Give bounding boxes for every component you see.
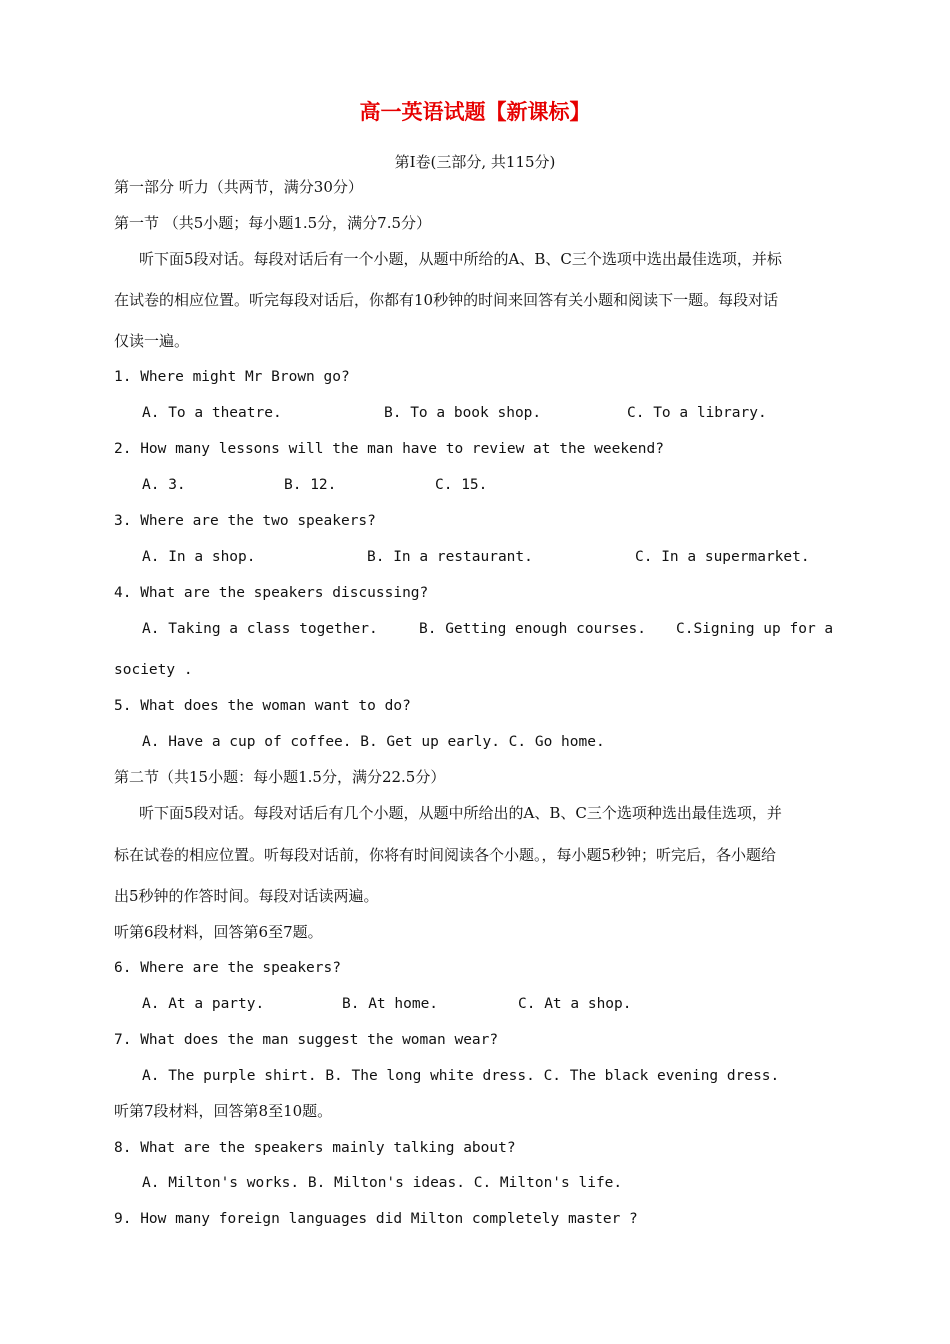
- section1-heading: 第一节 （共5小题；每小题1.5分，满分7.5分）: [114, 214, 432, 232]
- question-5: 5. What does the woman want to do?: [114, 698, 411, 714]
- option-c: C. In a supermarket.: [635, 549, 810, 565]
- section1-instruction-line: 在试卷的相应位置。听完每段对话后，你都有10秒钟的时间来回答有关小题和阅读下一题。每段对话: [114, 291, 779, 309]
- question-7: 7. What does the man suggest the woman wear?: [114, 1032, 499, 1048]
- question-9: 9. How many foreign languages did Milton completely master ?: [114, 1211, 638, 1227]
- option-b: B. 12.: [284, 477, 337, 493]
- option-a: A. At a party.: [142, 996, 265, 1012]
- section2-heading: 第二节（共15小题：每小题1.5分，满分22.5分）: [114, 768, 446, 786]
- option-c: C.Signing up for a: [676, 621, 834, 637]
- option-a: A. To a theatre.: [142, 405, 282, 421]
- option-c: C. To a library.: [627, 405, 767, 421]
- option-b: B. Getting enough courses.: [419, 621, 646, 637]
- question-5-options: A. Have a cup of coffee. B. Get up early. C. Go home.: [142, 734, 605, 750]
- question-6: 6. Where are the speakers?: [114, 960, 341, 976]
- option-b: B. At home.: [342, 996, 439, 1012]
- section2-instruction-line: 标在试卷的相应位置。听每段对话前，你将有时间阅读各个小题。，每小题5秒钟；听完后，各小题给: [114, 846, 777, 864]
- section2-instruction-line: 出5秒钟的作答时间。每段对话读两遍。: [114, 887, 379, 905]
- section1-instruction-line: 听下面5段对话。每段对话后有一个小题，从题中所给的A、B、C三个选项中选出最佳选项，并标: [139, 250, 782, 268]
- part1-heading: 第一部分 听力（共两节，满分30分）: [114, 178, 363, 196]
- option-c: C. At a shop.: [518, 996, 632, 1012]
- question-3: 3. Where are the two speakers?: [114, 513, 376, 529]
- material-6-heading: 听第6段材料，回答第6至7题。: [114, 923, 323, 941]
- option-b: B. In a restaurant.: [367, 549, 533, 565]
- question-8: 8. What are the speakers mainly talking about?: [114, 1140, 516, 1156]
- option-a: A. 3.: [142, 477, 186, 493]
- question-2: 2. How many lessons will the man have to review at the weekend?: [114, 441, 664, 457]
- volume-heading: 第I卷(三部分, 共115分): [394, 153, 556, 171]
- question-4-option-c-continued: society .: [114, 662, 193, 678]
- option-a: A. In a shop.: [142, 549, 256, 565]
- section1-instruction-line: 仅读一遍。: [114, 332, 190, 350]
- option-a: A. Taking a class together.: [142, 621, 378, 637]
- page-title: 高一英语试题【新课标】: [359, 100, 591, 124]
- option-b: B. To a book shop.: [384, 405, 542, 421]
- question-1: 1. Where might Mr Brown go?: [114, 369, 350, 385]
- option-c: C. 15.: [435, 477, 488, 493]
- question-8-options: A. Milton's works. B. Milton's ideas. C. Milton's life.: [142, 1175, 623, 1191]
- question-4: 4. What are the speakers discussing?: [114, 585, 429, 601]
- material-7-heading: 听第7段材料，回答第8至10题。: [114, 1102, 333, 1120]
- section2-instruction-line: 听下面5段对话。每段对话后有几个小题，从题中所给出的A、B、C三个选项种选出最佳选项，并: [139, 804, 782, 822]
- question-7-options: A. The purple shirt. B. The long white dress. C. The black evening dress.: [142, 1068, 780, 1084]
